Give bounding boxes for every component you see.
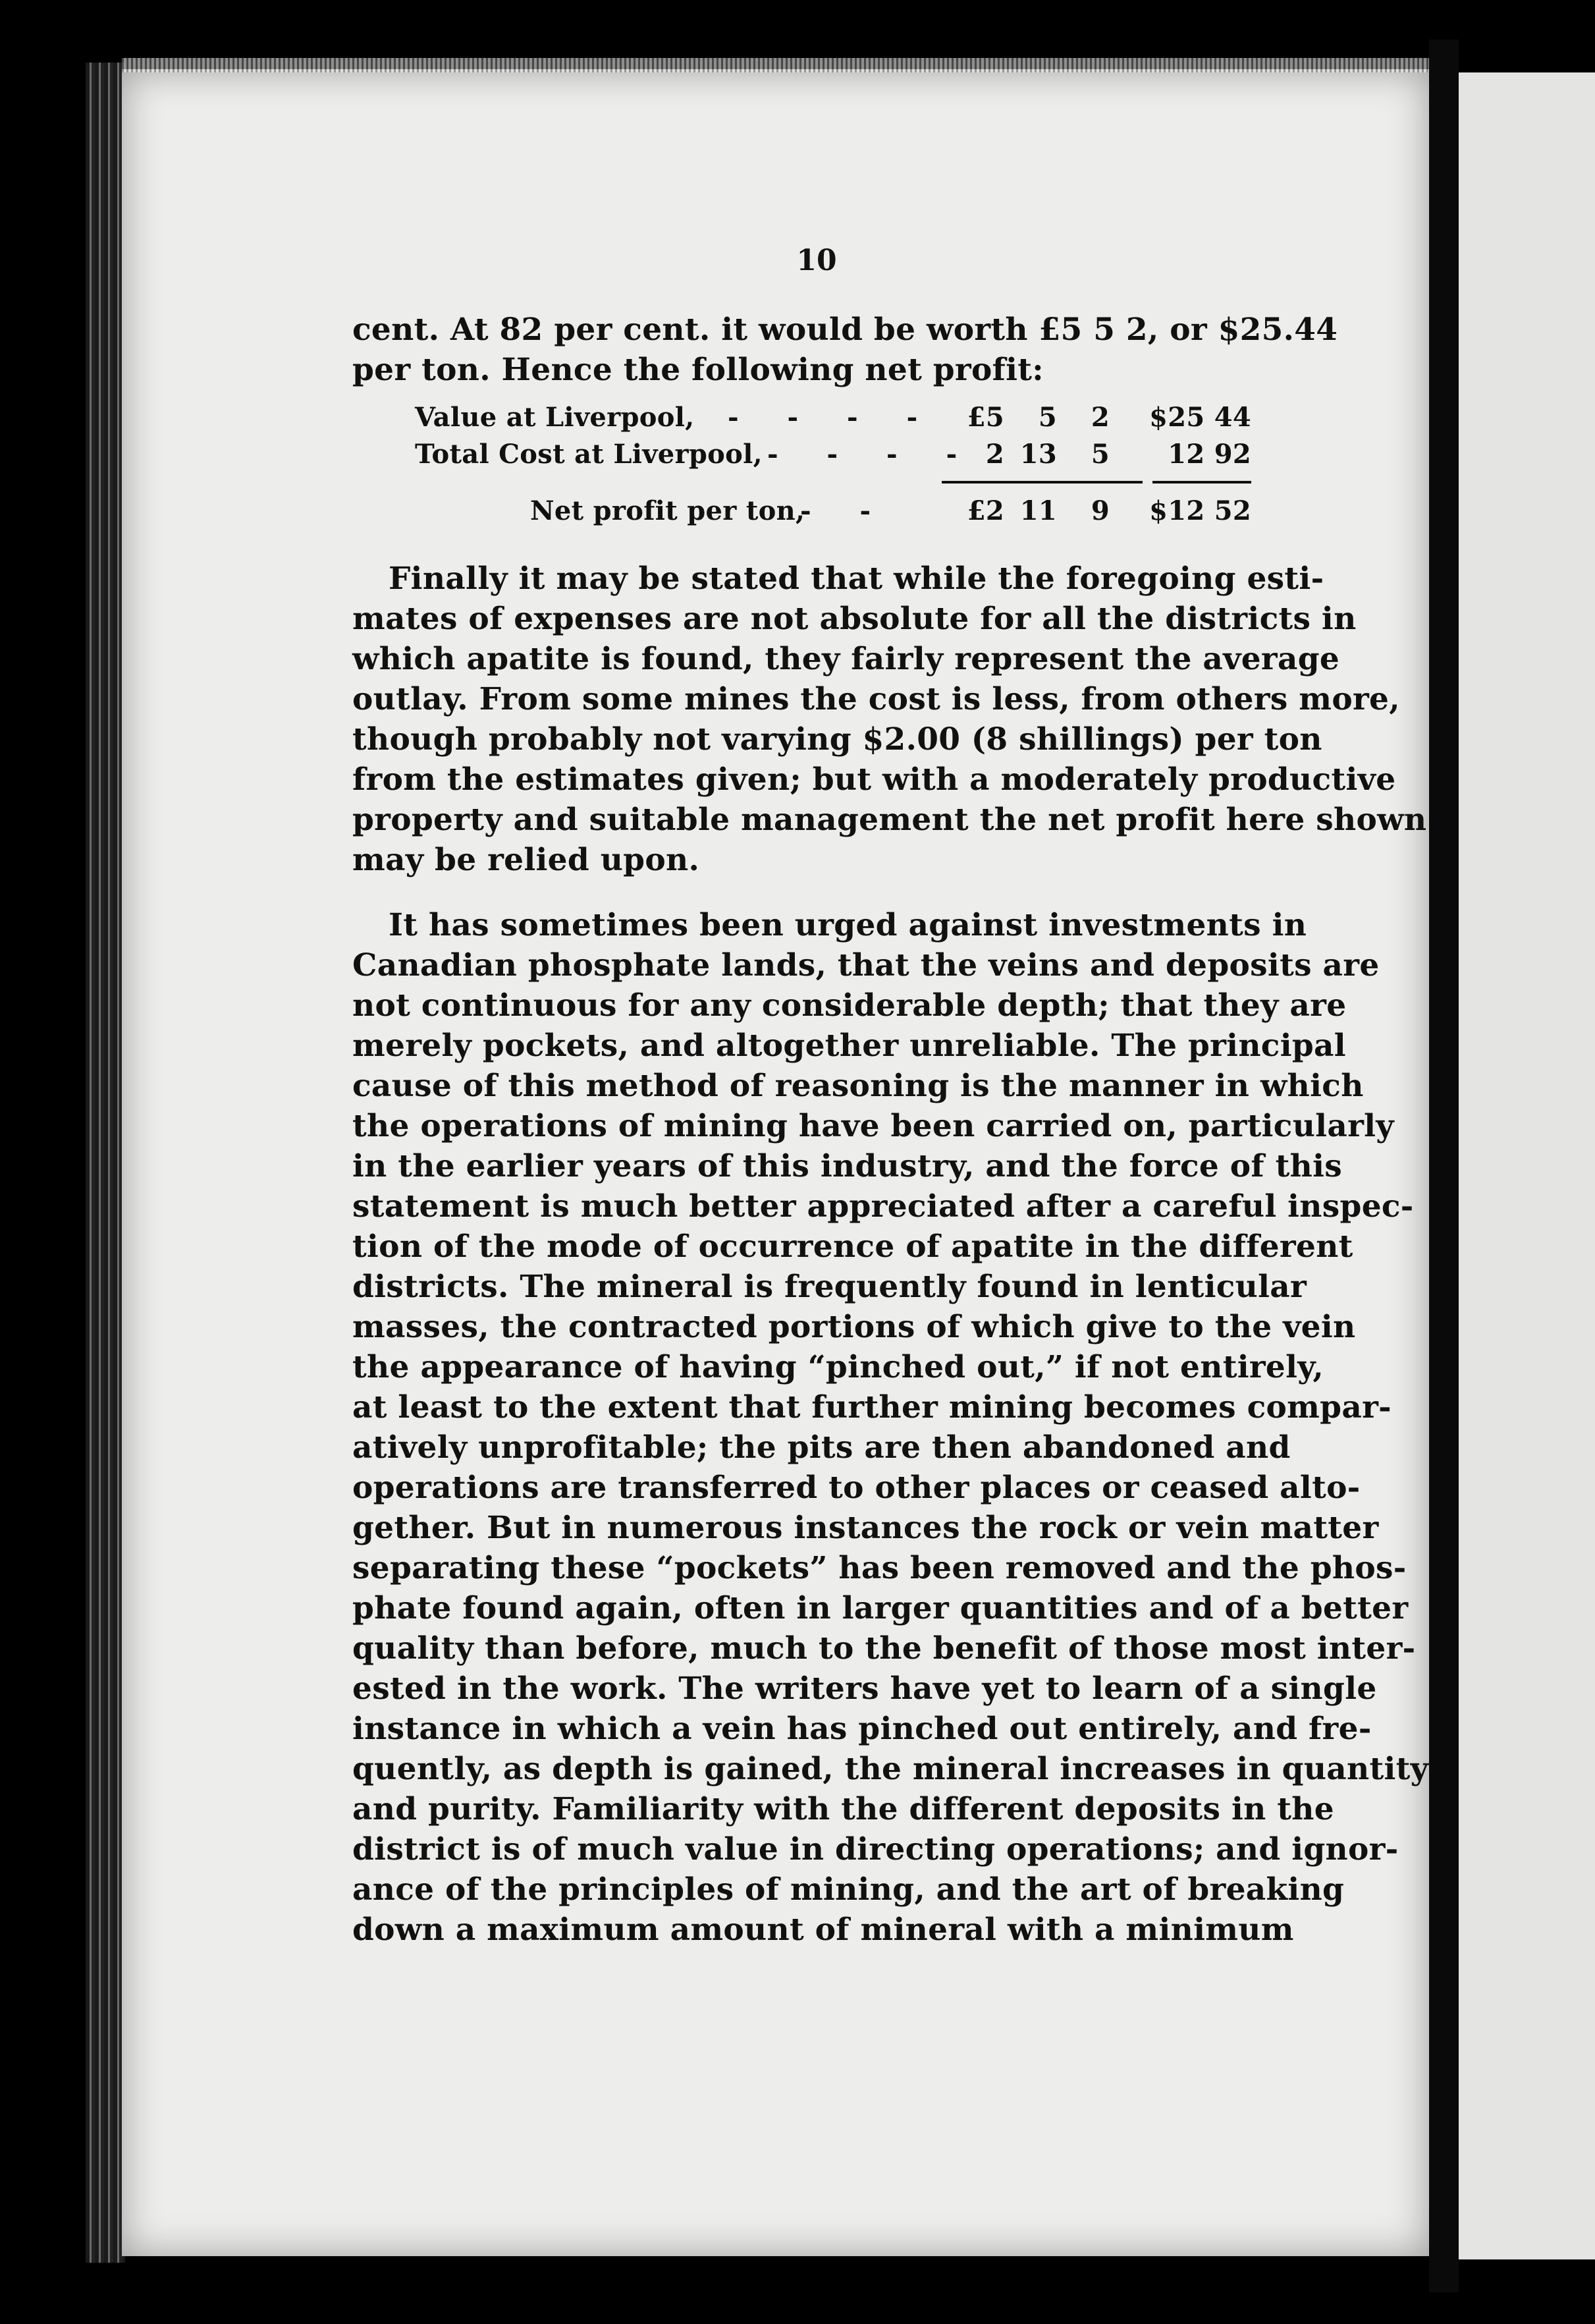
text-line: districts. The mineral is frequently found in lenticular: [352, 1269, 1307, 1305]
sum-rule: [1152, 481, 1251, 484]
text-line: masses, the contracted portions of which give to the vein: [352, 1309, 1356, 1345]
text-line: statement is much better appreciated after a careful inspec-: [352, 1188, 1414, 1225]
table-row: [352, 399, 1258, 436]
text-line: merely pockets, and altogether unreliable. The principal: [352, 1028, 1346, 1064]
dollar-amount: $12 52: [1149, 495, 1251, 526]
leader-dots: - - - -: [767, 439, 977, 470]
leader-dots: - - - -: [728, 402, 938, 433]
text-line: phate found again, often in larger quantities and of a better: [352, 1590, 1409, 1626]
text-line: cent. At 82 per cent. it would be worth £5 5 2, or $25.44: [352, 312, 1338, 348]
text-line: operations are transferred to other places or ceased alto-: [352, 1470, 1361, 1506]
text-line: not continuous for any considerable depth; that they are: [352, 987, 1347, 1024]
text-line: instance in which a vein has pinched out entirely, and fre-: [352, 1711, 1372, 1747]
text-line: down a maximum amount of mineral with a minimum: [352, 1912, 1294, 1948]
table-total-row: [352, 493, 1258, 530]
text-line: Finally it may be stated that while the foregoing esti-: [389, 561, 1324, 597]
profit-table: [352, 394, 1258, 552]
table-row: [352, 436, 1258, 473]
text-line: tion of the mode of occurrence of apatite in the different: [352, 1229, 1353, 1265]
text-line: ance of the principles of mining, and the art of breaking: [352, 1871, 1345, 1908]
leader-dots: - -: [800, 495, 891, 526]
text-line: quality than before, much to the benefit of those most inter-: [352, 1630, 1416, 1667]
text-line: property and suitable management the net profit here shown: [352, 802, 1427, 838]
shillings: 5: [1038, 402, 1057, 433]
text-line: It has sometimes been urged against investments in: [389, 907, 1307, 943]
pence: 5: [1091, 439, 1110, 470]
text-line: gether. But in numerous instances the rock or vein matter: [352, 1510, 1379, 1546]
text-line: separating these “pockets” has been removed and the phos-: [352, 1550, 1407, 1586]
text-line: the appearance of having “pinched out,” if not entirely,: [352, 1349, 1324, 1385]
text-line: district is of much value in directing operations; and ignor-: [352, 1831, 1399, 1868]
row-label: Total Cost at Liverpool,: [415, 439, 763, 470]
book-gutter: [1429, 40, 1459, 2292]
text-line: mates of expenses are not absolute for all the districts in: [352, 601, 1357, 637]
text-line: cause of this method of reasoning is the manner in which: [352, 1068, 1364, 1104]
text-line: atively unprofitable; the pits are then abandoned and: [352, 1429, 1291, 1466]
shillings: 13: [1019, 439, 1057, 470]
pounds: £5: [967, 402, 1004, 433]
book-edge: [86, 63, 125, 2263]
dollar-amount: 12 92: [1168, 439, 1251, 470]
row-label: Net profit per ton,: [530, 495, 805, 526]
pence: 9: [1091, 495, 1110, 526]
text-line: quently, as depth is gained, the mineral increases in quantity: [352, 1751, 1429, 1787]
row-label: Value at Liverpool,: [415, 402, 695, 433]
page-top-edge: [122, 58, 1429, 72]
page-number: 10: [796, 244, 837, 277]
shillings: 11: [1019, 495, 1057, 526]
pounds: £2: [967, 495, 1004, 526]
pounds: 2: [985, 439, 1004, 470]
text-line: Canadian phosphate lands, that the veins and deposits are: [352, 947, 1380, 983]
text-line: the operations of mining have been carried on, particularly: [352, 1108, 1394, 1144]
text-line: outlay. From some mines the cost is less, from others more,: [352, 681, 1400, 717]
text-line: though probably not varying $2.00 (8 shillings) per ton: [352, 721, 1322, 758]
text-line: and purity. Familiarity with the different deposits in the: [352, 1791, 1334, 1827]
text-line: from the estimates given; but with a moderately productive: [352, 761, 1396, 798]
body-text: [352, 310, 1429, 1950]
text-line: ested in the work. The writers have yet to learn of a single: [352, 1671, 1377, 1707]
pence: 2: [1091, 402, 1110, 433]
sum-rule: [942, 481, 1143, 484]
dollar-amount: $25 44: [1149, 402, 1251, 433]
text-line: which apatite is found, they fairly represent the average: [352, 641, 1340, 677]
text-line: in the earlier years of this industry, and the force of this: [352, 1148, 1342, 1184]
text-line: at least to the extent that further mining becomes compar-: [352, 1389, 1392, 1425]
text-line: per ton. Hence the following net profit:: [352, 352, 1044, 388]
facing-page-edge: [1459, 72, 1595, 2259]
text-line: may be relied upon.: [352, 842, 700, 878]
